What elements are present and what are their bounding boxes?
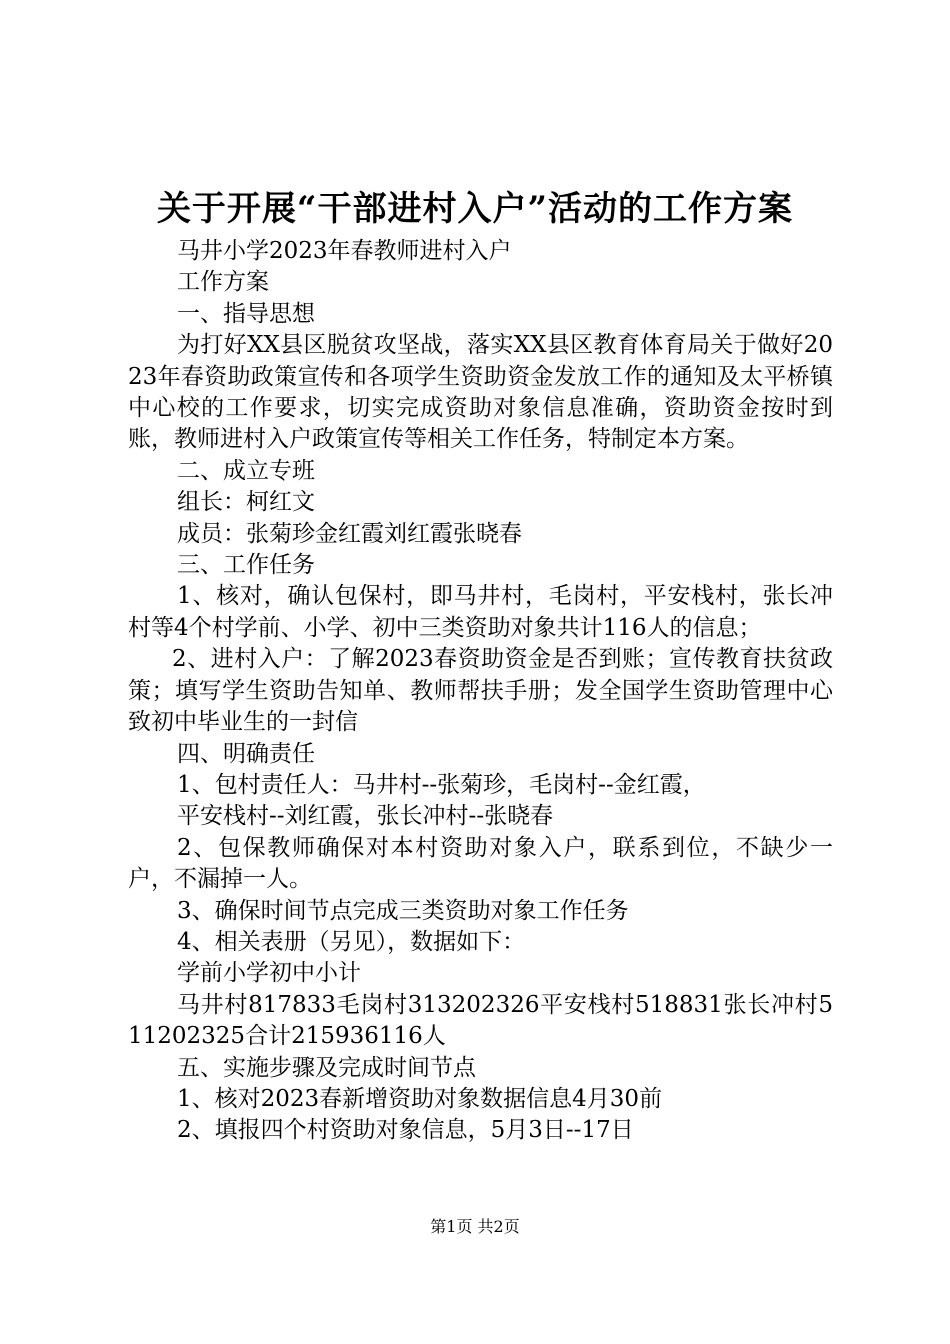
- paragraph-team-members: 成员：张菊珍金红霞刘红霞张晓春: [177, 520, 522, 547]
- paragraph-school-plan: 马井小学2023年春教师进村入户: [177, 238, 512, 264]
- paragraph-step-1: 1、核对2023春新增资助对象数据信息4月30前: [177, 1085, 663, 1112]
- document-body: [128, 236, 833, 1147]
- paragraph-responsibility-1: 1、包村责任人：马井村--张菊珍，毛岗村--金红霞，: [177, 771, 706, 798]
- paragraph-step-2: 2、填报四个村资助对象信息，5月3日--17日: [177, 1117, 634, 1144]
- paragraph-responsibility-3: 3、确保时间节点完成三类资助对象工作任务: [177, 897, 629, 924]
- paragraph-responsibility-1-cont: 平安栈村--刘红霞，张长冲村--张晓春: [177, 803, 554, 830]
- heading-responsibilities: 四、明确责任: [177, 740, 315, 767]
- document-title: 关于开展“干部进村入户”活动的工作方案: [156, 189, 794, 229]
- paragraph-table-header: 学前小学初中小计: [177, 960, 361, 987]
- page-footer: 第1页 共2页: [430, 1217, 520, 1236]
- heading-task-force: 二、成立专班: [177, 457, 315, 484]
- paragraph-team-leader: 组长：柯红文: [177, 489, 315, 516]
- heading-guiding-thought: 一、指导思想: [177, 300, 315, 327]
- paragraph-responsibility-2: 2、包保教师确保对本村资助对象入户，联系到位，不缺少一户，不漏掉一人。: [128, 834, 833, 893]
- paragraph-responsibility-4: 4、相关表册（另见），数据如下：: [177, 928, 526, 955]
- paragraph-task-2: 2、进村入户：了解2023春资助资金是否到账；宣传教育扶贫政策；填写学生资助告知单、教师帮扶手册；发全国学生资助管理中心致初中毕业生的一封信: [128, 646, 833, 736]
- paragraph-guiding-thought: 为打好XX县区脱贫攻坚战，落实XX县区教育体育局关于做好2023年春资助政策宣传和各项学生资助资金发放工作的通知及太平桥镇中心校的工作要求，切实完成资助对象信息准确，资助资金按时到账，教师进村入户政策宣传等相关工作任务，特制定本方案。: [128, 332, 833, 453]
- paragraph-task-1: 1、核对，确认包保村，即马井村，毛岗村，平安栈村，张长冲村等4个村学前、小学、初中三类资助对象共计116人的信息；: [128, 583, 833, 641]
- paragraph-plan-label: 工作方案: [177, 269, 269, 296]
- paragraph-table-data: 马井村817833毛岗村313202326平安栈村518831张长冲村511202325合计215936116人: [128, 991, 833, 1050]
- heading-work-tasks: 三、工作任务: [177, 552, 315, 579]
- heading-implementation: 五、实施步骤及完成时间节点: [177, 1054, 476, 1081]
